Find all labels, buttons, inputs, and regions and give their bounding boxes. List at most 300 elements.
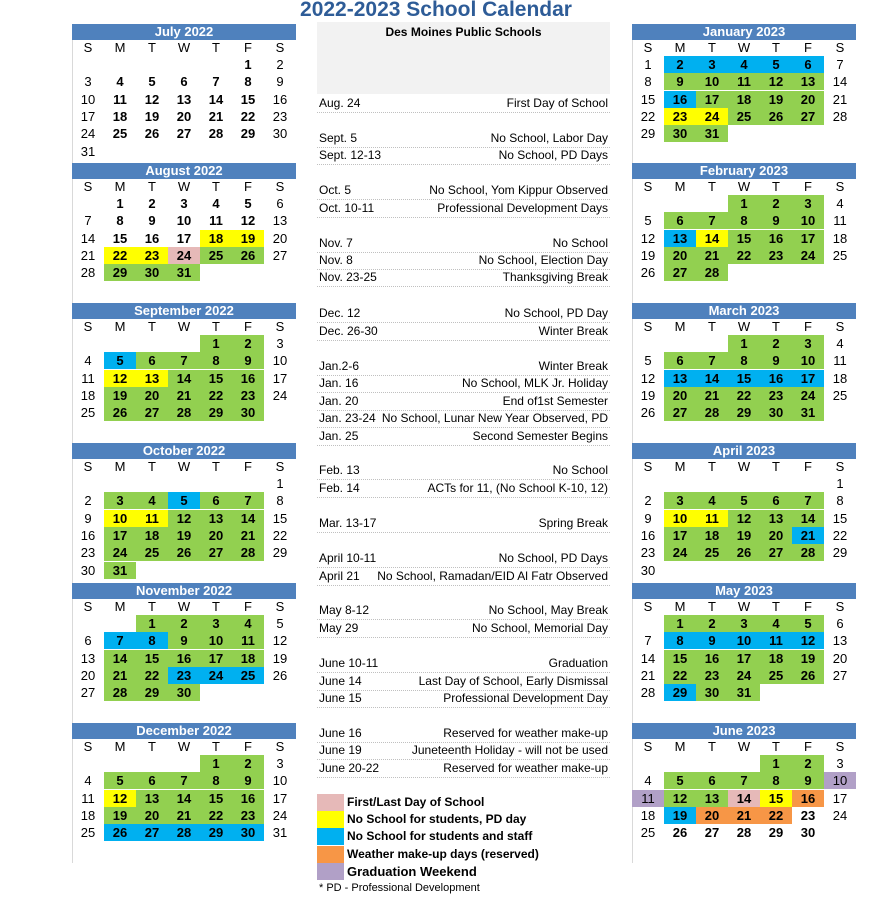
event-date: Oct. 10-11 <box>319 201 375 215</box>
day-cell: 9 <box>84 510 92 526</box>
day-cell: 12 <box>272 633 288 649</box>
month-calendar <box>632 583 856 723</box>
month-calendar <box>72 443 296 583</box>
weekday-label: T <box>772 599 780 614</box>
day-cell: 6 <box>180 74 188 90</box>
day-cell: 25 <box>80 405 96 421</box>
day-cell: 1 <box>116 196 124 211</box>
weekday-label: S <box>643 599 653 614</box>
day-cell: 23 <box>80 545 96 561</box>
pd-footnote: * PD - Professional Development <box>319 882 480 894</box>
day-cell: 23 <box>664 108 696 125</box>
day-cell: 19 <box>640 387 656 403</box>
day-cell: 19 <box>232 230 264 247</box>
weekday-label: S <box>275 599 285 614</box>
day-cell: 28 <box>104 684 136 701</box>
day-cell: 6 <box>664 212 696 229</box>
day-cell: 16 <box>168 650 200 667</box>
weekday-label: T <box>148 459 156 474</box>
event-date: April 10-11 <box>319 551 377 565</box>
day-cell: 20 <box>664 247 696 264</box>
day-cell: 14 <box>104 650 136 667</box>
day-cell: 17 <box>792 230 824 247</box>
day-cell: 29 <box>104 264 136 281</box>
day-cell: 11 <box>696 510 728 527</box>
day-cell: 23 <box>136 247 168 264</box>
day-cell: 2 <box>664 56 696 73</box>
day-cell: 3 <box>728 615 760 632</box>
day-cell: 7 <box>728 772 760 789</box>
day-cell: 3 <box>276 336 284 351</box>
weekday-label: F <box>804 40 812 55</box>
day-cell: 19 <box>760 91 792 108</box>
month-header: October 2022 <box>72 443 296 459</box>
event-description: No School, Ramadan/EID Al Fatr Observed <box>377 569 608 583</box>
day-cell: 9 <box>760 352 792 369</box>
day-cell: 31 <box>168 264 200 281</box>
day-cell: 5 <box>168 492 200 509</box>
event-date: Feb. 13 <box>319 463 360 477</box>
day-cell: 20 <box>80 667 96 683</box>
weekday-label: W <box>177 319 191 334</box>
day-cell: 16 <box>272 91 288 107</box>
day-cell: 3 <box>836 756 844 771</box>
day-cell: 29 <box>136 684 168 701</box>
day-cell: 15 <box>832 510 848 526</box>
day-cell: 25 <box>112 126 128 142</box>
day-cell: 4 <box>728 56 760 73</box>
weekday-label: M <box>114 319 126 334</box>
month-calendar <box>632 303 856 443</box>
day-cell: 28 <box>232 544 264 561</box>
day-cell: 23 <box>760 387 792 404</box>
day-cell: 4 <box>836 336 844 351</box>
event-row <box>317 130 610 148</box>
legend-swatch <box>317 863 344 880</box>
weekday-label: T <box>212 739 220 754</box>
day-cell: 2 <box>792 755 824 772</box>
day-cell: 28 <box>792 544 824 561</box>
day-cell: 14 <box>832 74 848 90</box>
day-cell: 27 <box>272 247 288 263</box>
event-date: Jan. 25 <box>319 429 359 443</box>
day-cell: 8 <box>728 212 760 229</box>
day-cell: 16 <box>696 650 728 667</box>
event-date: Dec. 26-30 <box>319 324 378 338</box>
weekday-label: T <box>148 739 156 754</box>
weekday-label: T <box>212 319 220 334</box>
day-cell: 26 <box>104 404 136 421</box>
day-cell: 10 <box>200 632 232 649</box>
day-cell: 7 <box>168 772 200 789</box>
event-description: Spring Break <box>538 516 608 530</box>
day-cell: 2 <box>696 615 728 632</box>
weekday-label: S <box>643 459 653 474</box>
weekday-label: S <box>643 319 653 334</box>
day-cell: 27 <box>664 264 696 281</box>
day-cell: 9 <box>148 213 156 229</box>
day-cell: 22 <box>664 667 696 684</box>
legend-swatch <box>317 811 344 828</box>
event-description: Thanksgiving Break <box>502 270 608 284</box>
day-cell: 4 <box>84 773 92 789</box>
day-cell: 21 <box>168 387 200 404</box>
day-cell: 31 <box>104 562 136 579</box>
weekday-label: W <box>737 179 751 194</box>
month-calendar <box>72 723 296 863</box>
weekday-label: T <box>212 40 220 55</box>
day-cell: 1 <box>244 57 252 72</box>
day-cell: 28 <box>208 126 224 142</box>
legend-item <box>317 828 610 845</box>
day-cell: 25 <box>728 108 760 125</box>
day-cell: 12 <box>792 632 824 649</box>
month-calendar <box>72 163 296 303</box>
day-cell: 23 <box>640 545 656 561</box>
day-cell: 5 <box>104 352 136 369</box>
day-cell: 16 <box>640 527 656 543</box>
day-cell: 7 <box>212 74 220 90</box>
weekday-label: T <box>148 40 156 55</box>
day-cell: 29 <box>768 825 784 841</box>
day-cell: 4 <box>136 492 168 509</box>
day-cell: 8 <box>728 352 760 369</box>
day-cell: 22 <box>200 807 232 824</box>
event-row <box>317 742 610 760</box>
legend-label: No School for students and staff <box>347 829 533 843</box>
day-cell: 21 <box>792 527 824 544</box>
event-description: No School, Memorial Day <box>471 621 608 635</box>
month-header: December 2022 <box>72 723 296 739</box>
weekday-label: W <box>177 40 191 55</box>
day-cell: 14 <box>80 230 96 246</box>
day-cell: 26 <box>640 405 656 421</box>
day-cell: 15 <box>272 510 288 526</box>
day-cell: 21 <box>696 387 728 404</box>
legend-swatch <box>317 828 344 845</box>
day-cell: 21 <box>832 91 848 107</box>
weekday-label: T <box>708 40 716 55</box>
day-cell: 6 <box>84 633 92 649</box>
day-cell: 23 <box>760 247 792 264</box>
legend-item <box>317 811 610 828</box>
weekday-label: S <box>835 40 845 55</box>
day-cell: 3 <box>664 492 696 509</box>
day-cell: 9 <box>232 772 264 789</box>
day-cell: 5 <box>644 213 652 229</box>
day-cell: 24 <box>104 544 136 561</box>
day-cell: 14 <box>696 230 728 247</box>
weekday-label: W <box>177 459 191 474</box>
day-cell: 28 <box>168 824 200 841</box>
day-cell: 27 <box>664 404 696 421</box>
day-cell: 14 <box>168 370 200 387</box>
weekday-label: F <box>804 459 812 474</box>
event-row <box>317 269 610 287</box>
weekday-label: S <box>835 179 845 194</box>
day-cell: 26 <box>168 544 200 561</box>
event-row <box>317 515 610 533</box>
day-cell: 3 <box>200 615 232 632</box>
day-cell: 3 <box>180 196 188 211</box>
day-cell: 17 <box>728 650 760 667</box>
day-cell: 26 <box>728 544 760 561</box>
day-cell: 24 <box>832 807 848 823</box>
day-cell: 17 <box>272 790 288 806</box>
event-date: June 15 <box>319 691 362 705</box>
day-cell: 14 <box>232 510 264 527</box>
event-row <box>317 655 610 673</box>
event-date: Mar. 13-17 <box>319 516 377 530</box>
day-cell: 11 <box>632 790 664 807</box>
month-calendar <box>72 583 296 723</box>
weekday-label: W <box>177 739 191 754</box>
legend-label: Weather make-up days (reserved) <box>347 847 539 861</box>
weekday-label: M <box>674 40 686 55</box>
day-cell: 3 <box>276 756 284 771</box>
day-cell: 9 <box>696 632 728 649</box>
day-cell: 21 <box>104 667 136 684</box>
day-cell: 5 <box>276 616 284 631</box>
day-cell: 19 <box>168 527 200 544</box>
day-cell: 13 <box>832 633 848 649</box>
month-header: August 2022 <box>72 163 296 179</box>
day-cell: 12 <box>640 230 656 246</box>
legend-label: Graduation Weekend <box>347 864 477 879</box>
day-cell: 7 <box>104 632 136 649</box>
day-cell: 18 <box>200 230 232 247</box>
weekday-label: S <box>835 599 845 614</box>
weekday-label: F <box>244 179 252 194</box>
weekday-label: S <box>275 459 285 474</box>
day-cell: 13 <box>792 73 824 90</box>
day-cell: 13 <box>136 790 168 807</box>
event-description: Graduation <box>548 656 608 670</box>
month-header: March 2023 <box>632 303 856 319</box>
day-cell: 9 <box>644 510 652 526</box>
day-cell: 17 <box>272 370 288 386</box>
day-cell: 27 <box>176 126 192 142</box>
event-description: No School, May Break <box>488 603 608 617</box>
day-cell: 7 <box>168 352 200 369</box>
day-cell: 21 <box>80 247 96 263</box>
day-cell: 6 <box>760 492 792 509</box>
day-cell: 18 <box>832 370 848 386</box>
day-cell: 1 <box>200 335 232 352</box>
day-cell: 17 <box>200 650 232 667</box>
day-cell: 15 <box>112 230 128 246</box>
weekday-label: S <box>83 599 93 614</box>
day-cell: 14 <box>696 370 728 387</box>
day-cell: 18 <box>640 807 656 823</box>
event-date: Dec. 12 <box>319 306 361 320</box>
day-cell: 11 <box>209 213 223 229</box>
day-cell: 20 <box>200 527 232 544</box>
day-cell: 1 <box>644 57 652 72</box>
day-cell: 20 <box>760 527 792 544</box>
event-description: Professional Development Days <box>437 201 608 215</box>
day-cell: 19 <box>664 807 696 824</box>
day-cell: 5 <box>760 56 792 73</box>
day-cell: 18 <box>232 650 264 667</box>
weekday-label: S <box>275 40 285 55</box>
event-date: June 19 <box>319 743 362 757</box>
day-cell: 24 <box>200 667 232 684</box>
day-cell: 28 <box>696 404 728 421</box>
weekday-label: F <box>804 319 812 334</box>
event-description: Juneteenth Holiday - will not be used <box>411 743 608 757</box>
weekday-label: S <box>275 319 285 334</box>
weekday-label: F <box>244 459 252 474</box>
day-cell: 22 <box>136 667 168 684</box>
event-date: May 8-12 <box>319 603 370 617</box>
day-cell: 28 <box>80 265 96 281</box>
weekday-label: F <box>804 179 812 194</box>
day-cell: 6 <box>792 56 824 73</box>
day-cell: 7 <box>232 492 264 509</box>
day-cell: 19 <box>728 527 760 544</box>
day-cell: 29 <box>272 545 288 561</box>
day-cell: 29 <box>240 126 256 142</box>
day-cell: 13 <box>80 650 96 666</box>
weekday-label: F <box>804 599 812 614</box>
day-cell: 26 <box>232 247 264 264</box>
day-cell: 7 <box>836 57 844 72</box>
event-date: June 20-22 <box>319 761 380 775</box>
day-cell: 27 <box>760 544 792 561</box>
weekday-label: T <box>148 319 156 334</box>
legend-item <box>317 794 610 811</box>
month-calendar <box>72 303 296 443</box>
day-cell: 3 <box>792 335 824 352</box>
event-row <box>317 690 610 708</box>
day-cell: 31 <box>80 143 96 159</box>
event-description: No School, Lunar New Year Observed, PD <box>381 411 608 425</box>
day-cell: 23 <box>232 387 264 404</box>
event-date: Jan. 20 <box>319 394 359 408</box>
weekday-label: M <box>674 459 686 474</box>
day-cell: 28 <box>696 264 728 281</box>
day-cell: 30 <box>232 824 264 841</box>
day-cell: 17 <box>80 108 96 124</box>
event-description: No School, Election Day <box>478 253 608 267</box>
day-cell: 1 <box>836 476 844 491</box>
day-cell: 3 <box>104 492 136 509</box>
day-cell: 26 <box>640 265 656 281</box>
day-cell: 23 <box>800 807 816 823</box>
day-cell: 9 <box>276 74 284 90</box>
day-cell: 25 <box>200 247 232 264</box>
weekday-label: T <box>708 599 716 614</box>
month-header: September 2022 <box>72 303 296 319</box>
day-cell: 29 <box>728 404 760 421</box>
weekday-label: T <box>772 179 780 194</box>
event-row <box>317 673 610 691</box>
day-cell: 15 <box>760 790 792 807</box>
day-cell: 27 <box>136 824 168 841</box>
weekday-label: S <box>835 739 845 754</box>
day-cell: 30 <box>168 684 200 701</box>
day-cell: 4 <box>696 492 728 509</box>
day-cell: 7 <box>792 492 824 509</box>
event-row <box>317 602 610 620</box>
day-cell: 10 <box>728 632 760 649</box>
day-cell: 3 <box>792 195 824 212</box>
day-cell: 12 <box>640 370 656 386</box>
day-cell: 13 <box>200 510 232 527</box>
day-cell: 26 <box>792 667 824 684</box>
day-cell: 3 <box>84 74 92 90</box>
day-cell: 18 <box>696 527 728 544</box>
day-cell: 1 <box>728 335 760 352</box>
weekday-label: W <box>737 319 751 334</box>
day-cell: 10 <box>176 213 192 229</box>
event-description: Professional Development Day <box>443 691 608 705</box>
event-description: ACTs for 11, (No School K-10, 12) <box>427 481 608 495</box>
legend-swatch <box>317 794 344 811</box>
weekday-label: T <box>148 179 156 194</box>
day-cell: 11 <box>833 213 847 229</box>
day-cell: 2 <box>148 196 156 211</box>
event-description: Winter Break <box>538 359 608 373</box>
day-cell: 11 <box>113 91 127 107</box>
day-cell: 22 <box>728 247 760 264</box>
day-cell: 18 <box>760 650 792 667</box>
weekday-label: W <box>737 739 751 754</box>
day-cell: 24 <box>272 387 288 403</box>
day-cell: 17 <box>176 230 192 246</box>
day-cell: 23 <box>272 108 288 124</box>
weekday-label: T <box>708 739 716 754</box>
day-cell: 30 <box>232 404 264 421</box>
day-cell: 7 <box>644 633 652 649</box>
event-row <box>317 95 610 113</box>
day-cell: 21 <box>696 247 728 264</box>
day-cell: 5 <box>664 772 696 789</box>
day-cell: 1 <box>760 755 792 772</box>
month-calendar <box>632 723 856 863</box>
day-cell: 5 <box>644 353 652 369</box>
event-description: First Day of School <box>506 96 608 110</box>
weekday-label: M <box>114 179 126 194</box>
day-cell: 15 <box>728 230 760 247</box>
day-cell: 31 <box>272 825 288 841</box>
day-cell: 17 <box>696 91 728 108</box>
day-cell: 15 <box>664 650 696 667</box>
weekday-label: S <box>835 319 845 334</box>
day-cell: 13 <box>760 510 792 527</box>
day-cell: 4 <box>232 615 264 632</box>
day-cell: 16 <box>232 790 264 807</box>
day-cell: 11 <box>232 632 264 649</box>
day-cell: 1 <box>664 615 696 632</box>
day-cell: 18 <box>80 387 96 403</box>
day-cell: 16 <box>792 790 824 807</box>
day-cell: 6 <box>696 772 728 789</box>
day-cell: 4 <box>212 196 220 211</box>
weekday-label: T <box>148 599 156 614</box>
event-description: No School, PD Days <box>498 148 608 162</box>
day-cell: 6 <box>276 196 284 211</box>
legend-item <box>317 863 610 880</box>
day-cell: 14 <box>640 650 656 666</box>
day-cell: 22 <box>200 387 232 404</box>
day-cell: 21 <box>208 108 224 124</box>
day-cell: 20 <box>136 387 168 404</box>
day-cell: 31 <box>728 684 760 701</box>
day-cell: 27 <box>792 108 824 125</box>
weekday-label: S <box>83 179 93 194</box>
